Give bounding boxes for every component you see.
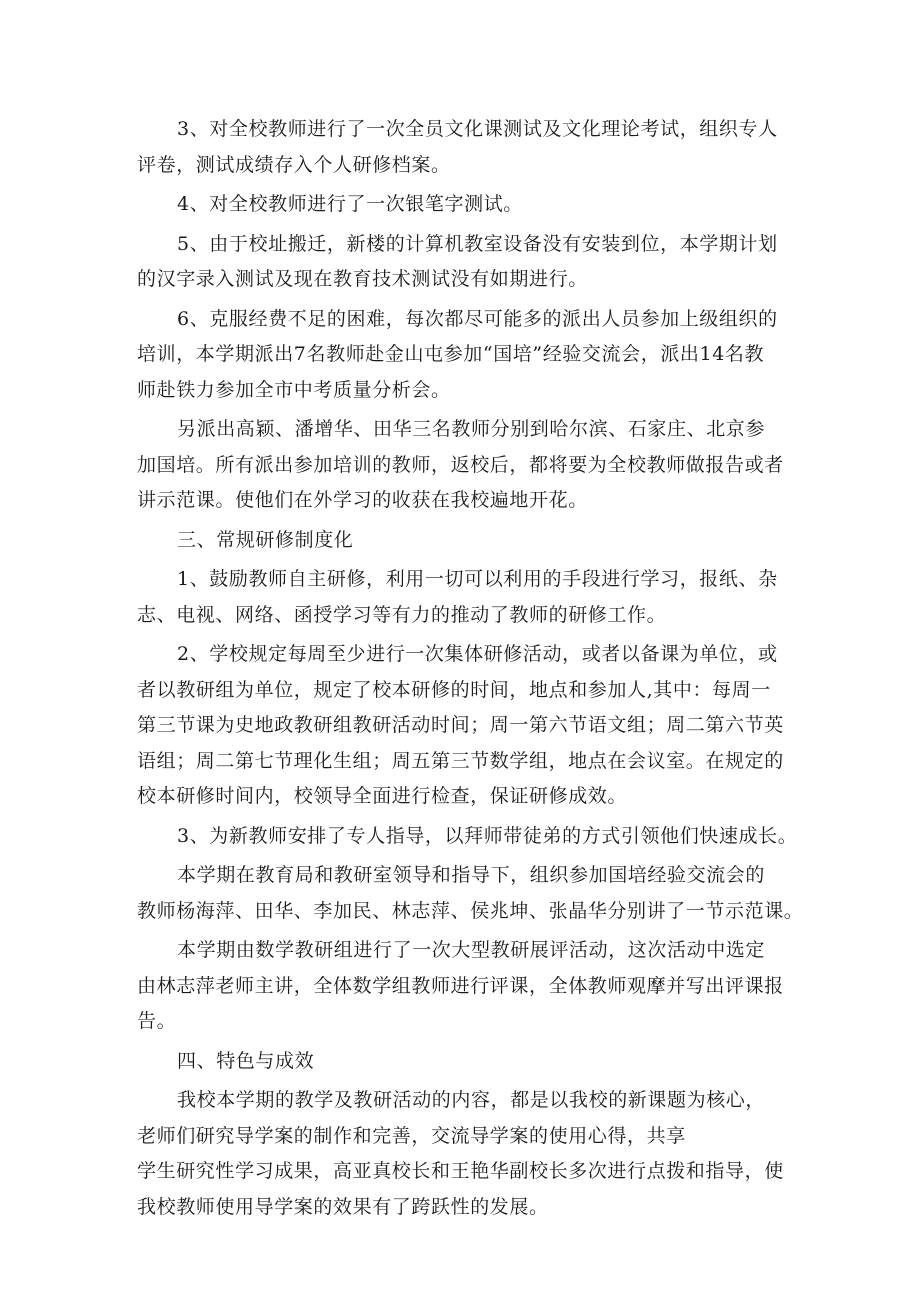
heading-text: 三、常规研修制度化 (177, 528, 354, 551)
text-line: 3、对全校教师进行了一次全员文化课测试及文化理论考试，组织专人 (177, 118, 778, 140)
paragraph-additional-training (137, 412, 797, 519)
text-line: 的汉字录入测试及现在教育技术测试没有如期进行。 (137, 268, 588, 290)
text-line: 4、对全校教师进行了一次银笔字测试。 (177, 193, 523, 215)
text-line: 讲示范课。使他们在外学习的收获在我校遍地开花。 (137, 489, 588, 511)
paragraph-1-self-study (137, 562, 797, 633)
text-line: 1、鼓励教师自主研修，利用一切可以利用的手段进行学习，报纸、杂 (177, 568, 778, 590)
text-line: 志、电视、网络、函授学习等有力的推动了教师的研修工作。 (137, 603, 667, 626)
paragraph-5-relocation (137, 227, 797, 298)
text-line: 评卷，测试成绩存入个人研修档案。 (137, 153, 451, 176)
text-line: 我校教师使用导学案的效果有了跨跃性的发展。 (137, 1195, 549, 1218)
text-line: 5、由于校址搬迁，新楼的计算机教室设备没有安装到位，本学期计划 (177, 232, 778, 255)
paragraph-2-weekly-schedule (137, 637, 797, 815)
text-line: 者以教研组为单位，规定了校本研修的时间，地点和参加人,其中：每周一 (137, 678, 771, 701)
paragraph-3-staff-exam (137, 112, 797, 183)
paragraph-3-mentoring (137, 819, 797, 855)
text-line: 语组；周二第七节理化生组；周五第三节数学组，地点在会议室。在规定的 (137, 749, 784, 772)
text-line: 第三节课为史地政教研组教研活动时间；周一第六节语文组；周二第六节英 (137, 714, 784, 736)
text-line: 老师们研究导学案的制作和完善，交流导学案的使用心得，共享 (137, 1124, 686, 1147)
text-line: 6、克服经费不足的困难，每次都尽可能多的派出人员参加上级组织的 (177, 307, 778, 330)
text-line: 我校本学期的教学及教研活动的内容，都是以我校的新课题为核心， (177, 1089, 766, 1111)
text-line: 本学期由数学教研组进行了一次大型教研展评活动，这次活动中选定 (177, 939, 766, 961)
text-line: 学生研究性学习成果，高亚真校长和王艳华副校长多次进行点拨和指导，使 (137, 1160, 784, 1182)
text-line: 校本研修时间内，校领导全面进行检查，保证研修成效。 (137, 785, 628, 807)
paragraph-demo-lessons (137, 858, 804, 929)
paragraph-4-pen-test (137, 187, 797, 223)
text-line: 培训，本学期派出7名教师赴金山屯参加“国培”经验交流会，派出14名教 (137, 343, 765, 365)
paragraph-6-funding (137, 302, 797, 409)
text-line: 本学期在教育局和教研室领导和指导下，组织参加国培经验交流会的 (177, 864, 766, 886)
text-line: 教师杨海萍、田华、李加民、林志萍、侯兆坤、张晶华分别讲了一节示范课。 (137, 899, 804, 922)
section-heading-4 (137, 1044, 797, 1080)
text-line: 师赴铁力参加全市中考质量分析会。 (137, 378, 451, 401)
paragraph-math-showcase (137, 933, 797, 1040)
text-line: 加国培。所有派出参加培训的教师，返校后，都将要为全校教师做报告或者 (137, 453, 784, 476)
section-heading-3 (137, 523, 797, 559)
text-line: 2、学校规定每周至少进行一次集体研修活动，或者以备课为单位，或 (177, 643, 778, 665)
text-line: 3、为新教师安排了专人指导，以拜师带徒弟的方式引领他们快速成长。 (177, 824, 798, 847)
paragraph-results (137, 1083, 797, 1225)
document-body (137, 112, 804, 1229)
text-line: 另派出高颖、潘增华、田华三名教师分别到哈尔滨、石家庄、北京参 (177, 418, 766, 440)
text-line: 告。 (137, 1010, 177, 1032)
text-line: 由林志萍老师主讲，全体数学组教师进行评课，全体教师观摩并写出评课报 (137, 974, 784, 997)
heading-text: 四、特色与成效 (177, 1049, 315, 1072)
